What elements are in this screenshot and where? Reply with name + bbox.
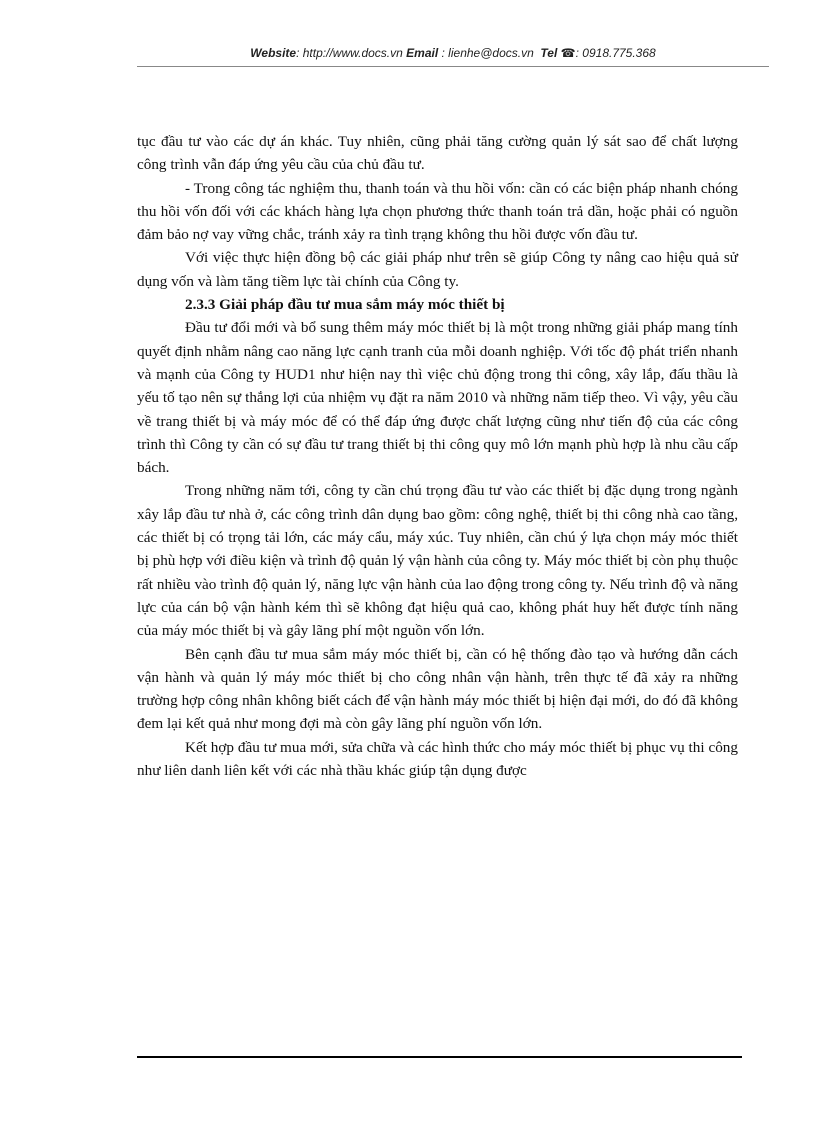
paragraph-capital-efficiency: Với việc thực hiện đồng bộ các giải pháp như trên sẽ giúp Công ty nâng cao hiệu quả sử dụng vốn và làm tăng tiềm lực tài chính của Công ty. xyxy=(137,249,738,290)
website-label: Website xyxy=(250,46,297,60)
header-divider xyxy=(137,66,769,67)
email-value: : lienhe@docs.vn xyxy=(441,46,534,60)
section-heading-2-3-3: 2.3.3 Giải pháp đầu tư mua sắm máy móc thiết bị xyxy=(185,296,505,314)
paragraph-operator-training: Bên cạnh đầu tư mua sắm máy móc thiết bị, cần có hệ thống đào tạo và hướng dẫn cách vận hành và quản lý máy móc thiết bị cho công nhân vận hành, trên thực tế đã xảy ra những trường hợp công nhân không biết cách để vận hành máy móc thiết bị hiện đại mới, do đó đã không đem lại kết quả như mong đợi mà còn gây lãng phí nguồn vốn lớn. xyxy=(137,645,738,733)
paragraph-acceptance-payment: - Trong công tác nghiệm thu, thanh toán và thu hồi vốn: cần có các biện pháp nhanh chóng thu hồi vốn đối với các khách hàng lựa chọn phương thức thanh toán trả dần, hoặc phải có nguồn đảm bảo nợ vay vững chắc, tránh xảy ra tình trạng không thu hồi được vốn đầu tư. xyxy=(137,179,738,244)
paragraph-specialized-equipment: Trong những năm tới, công ty cần chú trọng đầu tư vào các thiết bị đặc dụng trong ngành xây lắp đầu tư nhà ở, các công trình dân dụng bao gồm: công nghệ, thiết bị thi công nhà cao tầng, các thiết bị có trọng tải lớn, các máy cẩu, máy xúc. Tuy nhiên, cần chú ý lựa chọn máy móc thiết bị phù hợp với điều kiện và trình độ quản lý vận hành của công ty. Máy móc thiết bị còn phụ thuộc rất nhiều vào trình độ quản lý, năng lực vận hành của lao động trong công ty. Nếu trình độ và năng lực của cán bộ vận hành kém thì sẽ không đạt hiệu quả cao, không phát huy hết được tính năng của máy móc thiết bị và gây lãng phí một nguồn vốn lớn. xyxy=(137,482,738,640)
page-header xyxy=(137,46,769,60)
website-value: : http://www.docs.vn xyxy=(296,46,403,60)
tel-value: : 0918.775.368 xyxy=(575,46,656,60)
paragraph-combined-investment: Kết hợp đầu tư mua mới, sửa chữa và các hình thức cho máy móc thiết bị phục vụ thi công như liên danh liên kết với các nhà thầu khác giúp tận dụng được xyxy=(137,738,738,780)
footer-divider xyxy=(137,1056,742,1058)
paragraph-continuation: tục đầu tư vào các dự án khác. Tuy nhiên, cũng phải tăng cường quản lý sát sao để chất lượng công trình vẫn đáp ứng yêu cầu của chủ đầu tư. xyxy=(137,133,738,174)
paragraph-equipment-investment: Đầu tư đổi mới và bổ sung thêm máy móc thiết bị là một trong những giải pháp mang tính quyết định nhằm nâng cao năng lực cạnh tranh của mỗi doanh nghiệp. Với tốc độ phát triển nhanh và mạnh của Công ty HUD1 như hiện nay thì việc chủ động trong thi công, xây lắp, đấu thầu là yếu tố tạo nên sự thắng lợi của nhiệm vụ đặt ra năm 2010 và những năm tiếp theo. Vì vậy, yêu cầu về trang thiết bị và máy móc để có thể đáp ứng được chất lượng cũng như tiến độ của các công trình thì Công ty cần có sự đầu tư trang thiết bị thi công quy mô lớn mạnh phù hợp là nhu cầu cấp bách. xyxy=(137,319,738,477)
tel-label: Tel xyxy=(540,46,558,60)
document-body xyxy=(137,130,738,782)
phone-icon: ☎ xyxy=(560,46,576,60)
email-label: Email xyxy=(406,46,439,60)
